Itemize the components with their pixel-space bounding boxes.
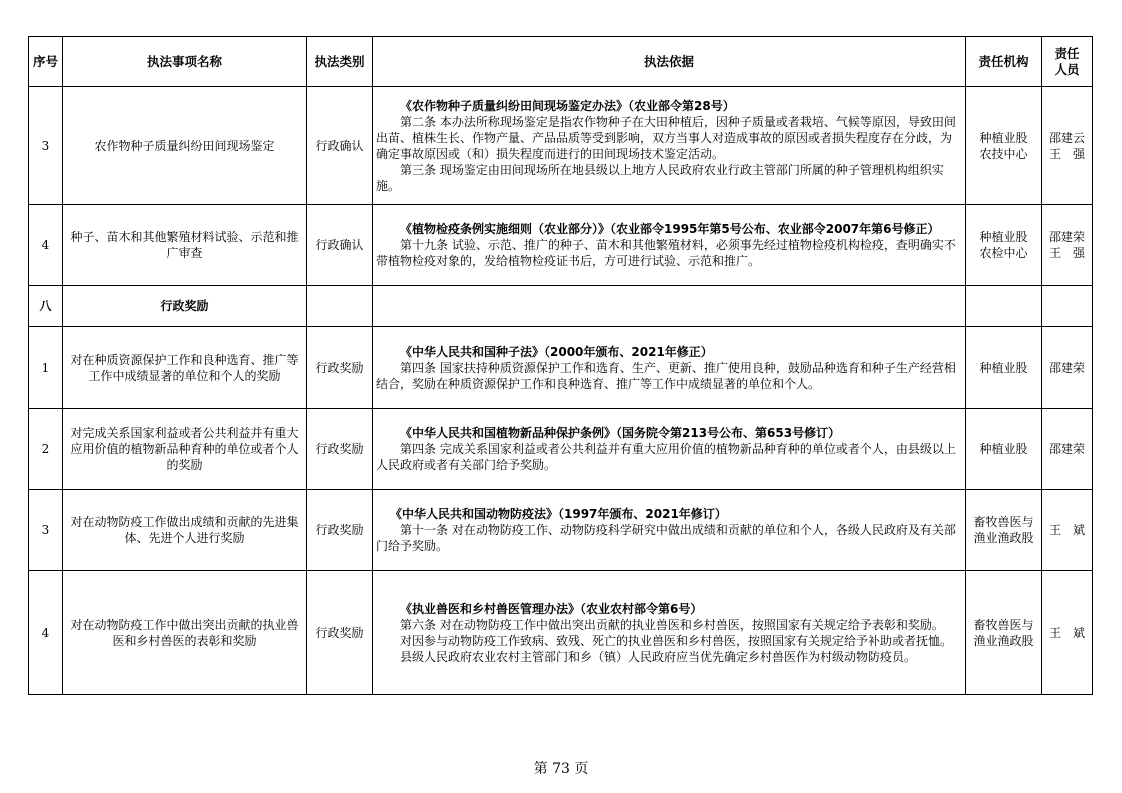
- page-number: 第 73 页: [533, 761, 589, 777]
- row-item: 对完成关系国家利益或者公共利益并有重大应用价值的植物新品种育种的单位或者个人的奖励: [63, 409, 307, 490]
- org-line: 农技中心: [979, 146, 1028, 161]
- org-line: 畜牧兽医与: [973, 515, 1034, 529]
- header-item: 执法事项名称: [63, 37, 307, 87]
- table-row: [29, 205, 1093, 286]
- row-category: 行政确认: [307, 87, 373, 205]
- org-line: 种植业股: [979, 360, 1028, 375]
- table-header-row: [29, 37, 1093, 87]
- header-basis: 执法依据: [373, 37, 966, 87]
- row-item: 对在种质资源保护工作和良种选育、推广等工作中成绩显著的单位和个人的奖励: [63, 327, 307, 409]
- row-org: [966, 87, 1042, 205]
- table-row: [29, 409, 1093, 490]
- row-basis: [373, 87, 966, 205]
- row-item: 对在动物防疫工作中做出突出贡献的执业兽医和乡村兽医的表彰和奖励: [63, 571, 307, 695]
- row-no: 4: [29, 571, 63, 695]
- law-clause: 第三条 现场鉴定由田间现场所在地县级以上地方人民政府农业行政主管部门所属的种子管理机构组织实施。: [376, 162, 944, 193]
- header-person-line1: 责任: [1054, 45, 1080, 61]
- table-row: [29, 490, 1093, 571]
- row-category: 行政奖励: [307, 571, 373, 695]
- row-no: 1: [29, 327, 63, 409]
- org-line: 渔业渔政股: [973, 531, 1034, 545]
- law-clause: 第四条 国家扶持种质资源保护工作和选育、生产、更新、推广使用良种，鼓励品种选育和种子生产经营相结合，奖励在种质资源保护工作和良种选育、推广等工作中成绩显著的单位和个人。: [376, 360, 956, 391]
- law-clause: 第十一条 对在动物防疫工作、动物防疫科学研究中做出成绩和贡献的单位和个人，各级人民政府及有关部门给予奖励。: [376, 523, 956, 553]
- row-person: [1042, 87, 1093, 205]
- row-basis: [373, 571, 966, 695]
- org-line: 农检中心: [979, 246, 1028, 260]
- empty-cell: [1042, 286, 1093, 327]
- table-row: [29, 87, 1093, 205]
- person-line: 王 强: [1048, 146, 1085, 161]
- law-title: 《中华人民共和国植物新品种保护条例》（国务院令第213号公布、第653号修订）: [400, 426, 841, 440]
- person-line: 邵建云: [1048, 130, 1085, 145]
- row-person: [1042, 490, 1093, 571]
- law-clause: 县级人民政府农业农村主管部门和乡（镇）人民政府应当优先确定乡村兽医作为村级动物防疫员。: [400, 649, 917, 664]
- row-person: [1042, 571, 1093, 695]
- row-item: 对在动物防疫工作做出成绩和贡献的先进集体、先进个人进行奖励: [63, 490, 307, 571]
- law-clause: 第二条 本办法所称现场鉴定是指农作物种子在大田种植后，因种子质量或者栽培、气候等原因，导致田间出苗、植株生长、作物产量、产品品质等受到影响，双方当事人对造成事故的原因或者损失程度存在分歧，为确定事故原因或（和）损失程度而进行的田间现场技术鉴定活动。: [376, 114, 956, 161]
- row-no: 2: [29, 409, 63, 490]
- row-basis: [373, 327, 966, 409]
- person-line: 邵建荣: [1048, 442, 1085, 456]
- law-title: 《植物检疫条例实施细则（农业部分）》（农业部令1995年第5号公布、农业部令2007年第6号修正）: [400, 222, 940, 236]
- row-basis: [373, 490, 966, 571]
- person-line: 王 斌: [1048, 625, 1085, 640]
- table-row: [29, 327, 1093, 409]
- header-person: [1042, 37, 1093, 87]
- table-row: [29, 571, 1093, 695]
- row-category: 行政奖励: [307, 327, 373, 409]
- row-org: [966, 409, 1042, 490]
- empty-cell: [307, 286, 373, 327]
- row-basis: [373, 205, 966, 286]
- org-line: 畜牧兽医与: [973, 617, 1034, 632]
- row-no: 4: [29, 205, 63, 286]
- row-person: [1042, 205, 1093, 286]
- header-org: 责任机构: [966, 37, 1042, 87]
- law-clause: 第六条 对在动物防疫工作中做出突出贡献的执业兽医和乡村兽医，按照国家有关规定给予表彰和奖励。: [400, 617, 944, 632]
- org-line: 种植业股: [979, 442, 1028, 456]
- enforcement-table: [28, 36, 1093, 695]
- org-line: 种植业股: [979, 130, 1028, 145]
- org-line: 渔业渔政股: [973, 633, 1034, 648]
- person-line: 王 斌: [1048, 523, 1085, 537]
- law-title: 《执业兽医和乡村兽医管理办法》（农业农村部令第6号）: [400, 601, 703, 616]
- row-org: [966, 205, 1042, 286]
- law-clause: 对因参与动物防疫工作致病、致残、死亡的执业兽医和乡村兽医，按照国家有关规定给予补助或者抚恤。: [400, 633, 953, 648]
- row-basis: [373, 409, 966, 490]
- law-clause: 第十九条 试验、示范、推广的种子、苗木和其他繁殖材料，必须事先经过植物检疫机构检疫，查明确实不带植物检疫对象的，发给植物检疫证书后，方可进行试验、示范和推广。: [376, 238, 956, 268]
- row-item: 种子、苗木和其他繁殖材料试验、示范和推广审查: [63, 205, 307, 286]
- empty-cell: [373, 286, 966, 327]
- header-category: 执法类别: [307, 37, 373, 87]
- row-org: [966, 327, 1042, 409]
- org-line: 种植业股: [979, 230, 1028, 244]
- law-title: 《中华人民共和国种子法》（2000年颁布、2021年修正）: [400, 344, 713, 359]
- row-org: [966, 571, 1042, 695]
- row-org: [966, 490, 1042, 571]
- person-line: 王 强: [1048, 246, 1085, 260]
- row-person: [1042, 327, 1093, 409]
- row-no: 3: [29, 87, 63, 205]
- row-category: 行政奖励: [307, 490, 373, 571]
- law-clause: 第四条 完成关系国家利益或者公共利益并有重大应用价值的植物新品种育种的单位或者个人，由县级以上人民政府或者有关部门给予奖励。: [376, 442, 956, 472]
- row-category: 行政确认: [307, 205, 373, 286]
- person-line: 邵建荣: [1048, 230, 1085, 244]
- header-no: 序号: [29, 37, 63, 87]
- row-item: 农作物种子质量纠纷田间现场鉴定: [63, 87, 307, 205]
- section-title: 行政奖励: [63, 286, 307, 327]
- person-line: 邵建荣: [1048, 360, 1085, 375]
- empty-cell: [966, 286, 1042, 327]
- section-row: [29, 286, 1093, 327]
- law-title: 《中华人民共和国动物防疫法》（1997年颁布、2021年修订）: [390, 507, 727, 521]
- row-person: [1042, 409, 1093, 490]
- law-title: 《农作物种子质量纠纷田间现场鉴定办法》（农业部令第28号）: [400, 98, 735, 113]
- row-category: 行政奖励: [307, 409, 373, 490]
- row-no: 3: [29, 490, 63, 571]
- header-person-line2: 人员: [1054, 61, 1080, 77]
- section-no: 八: [29, 286, 63, 327]
